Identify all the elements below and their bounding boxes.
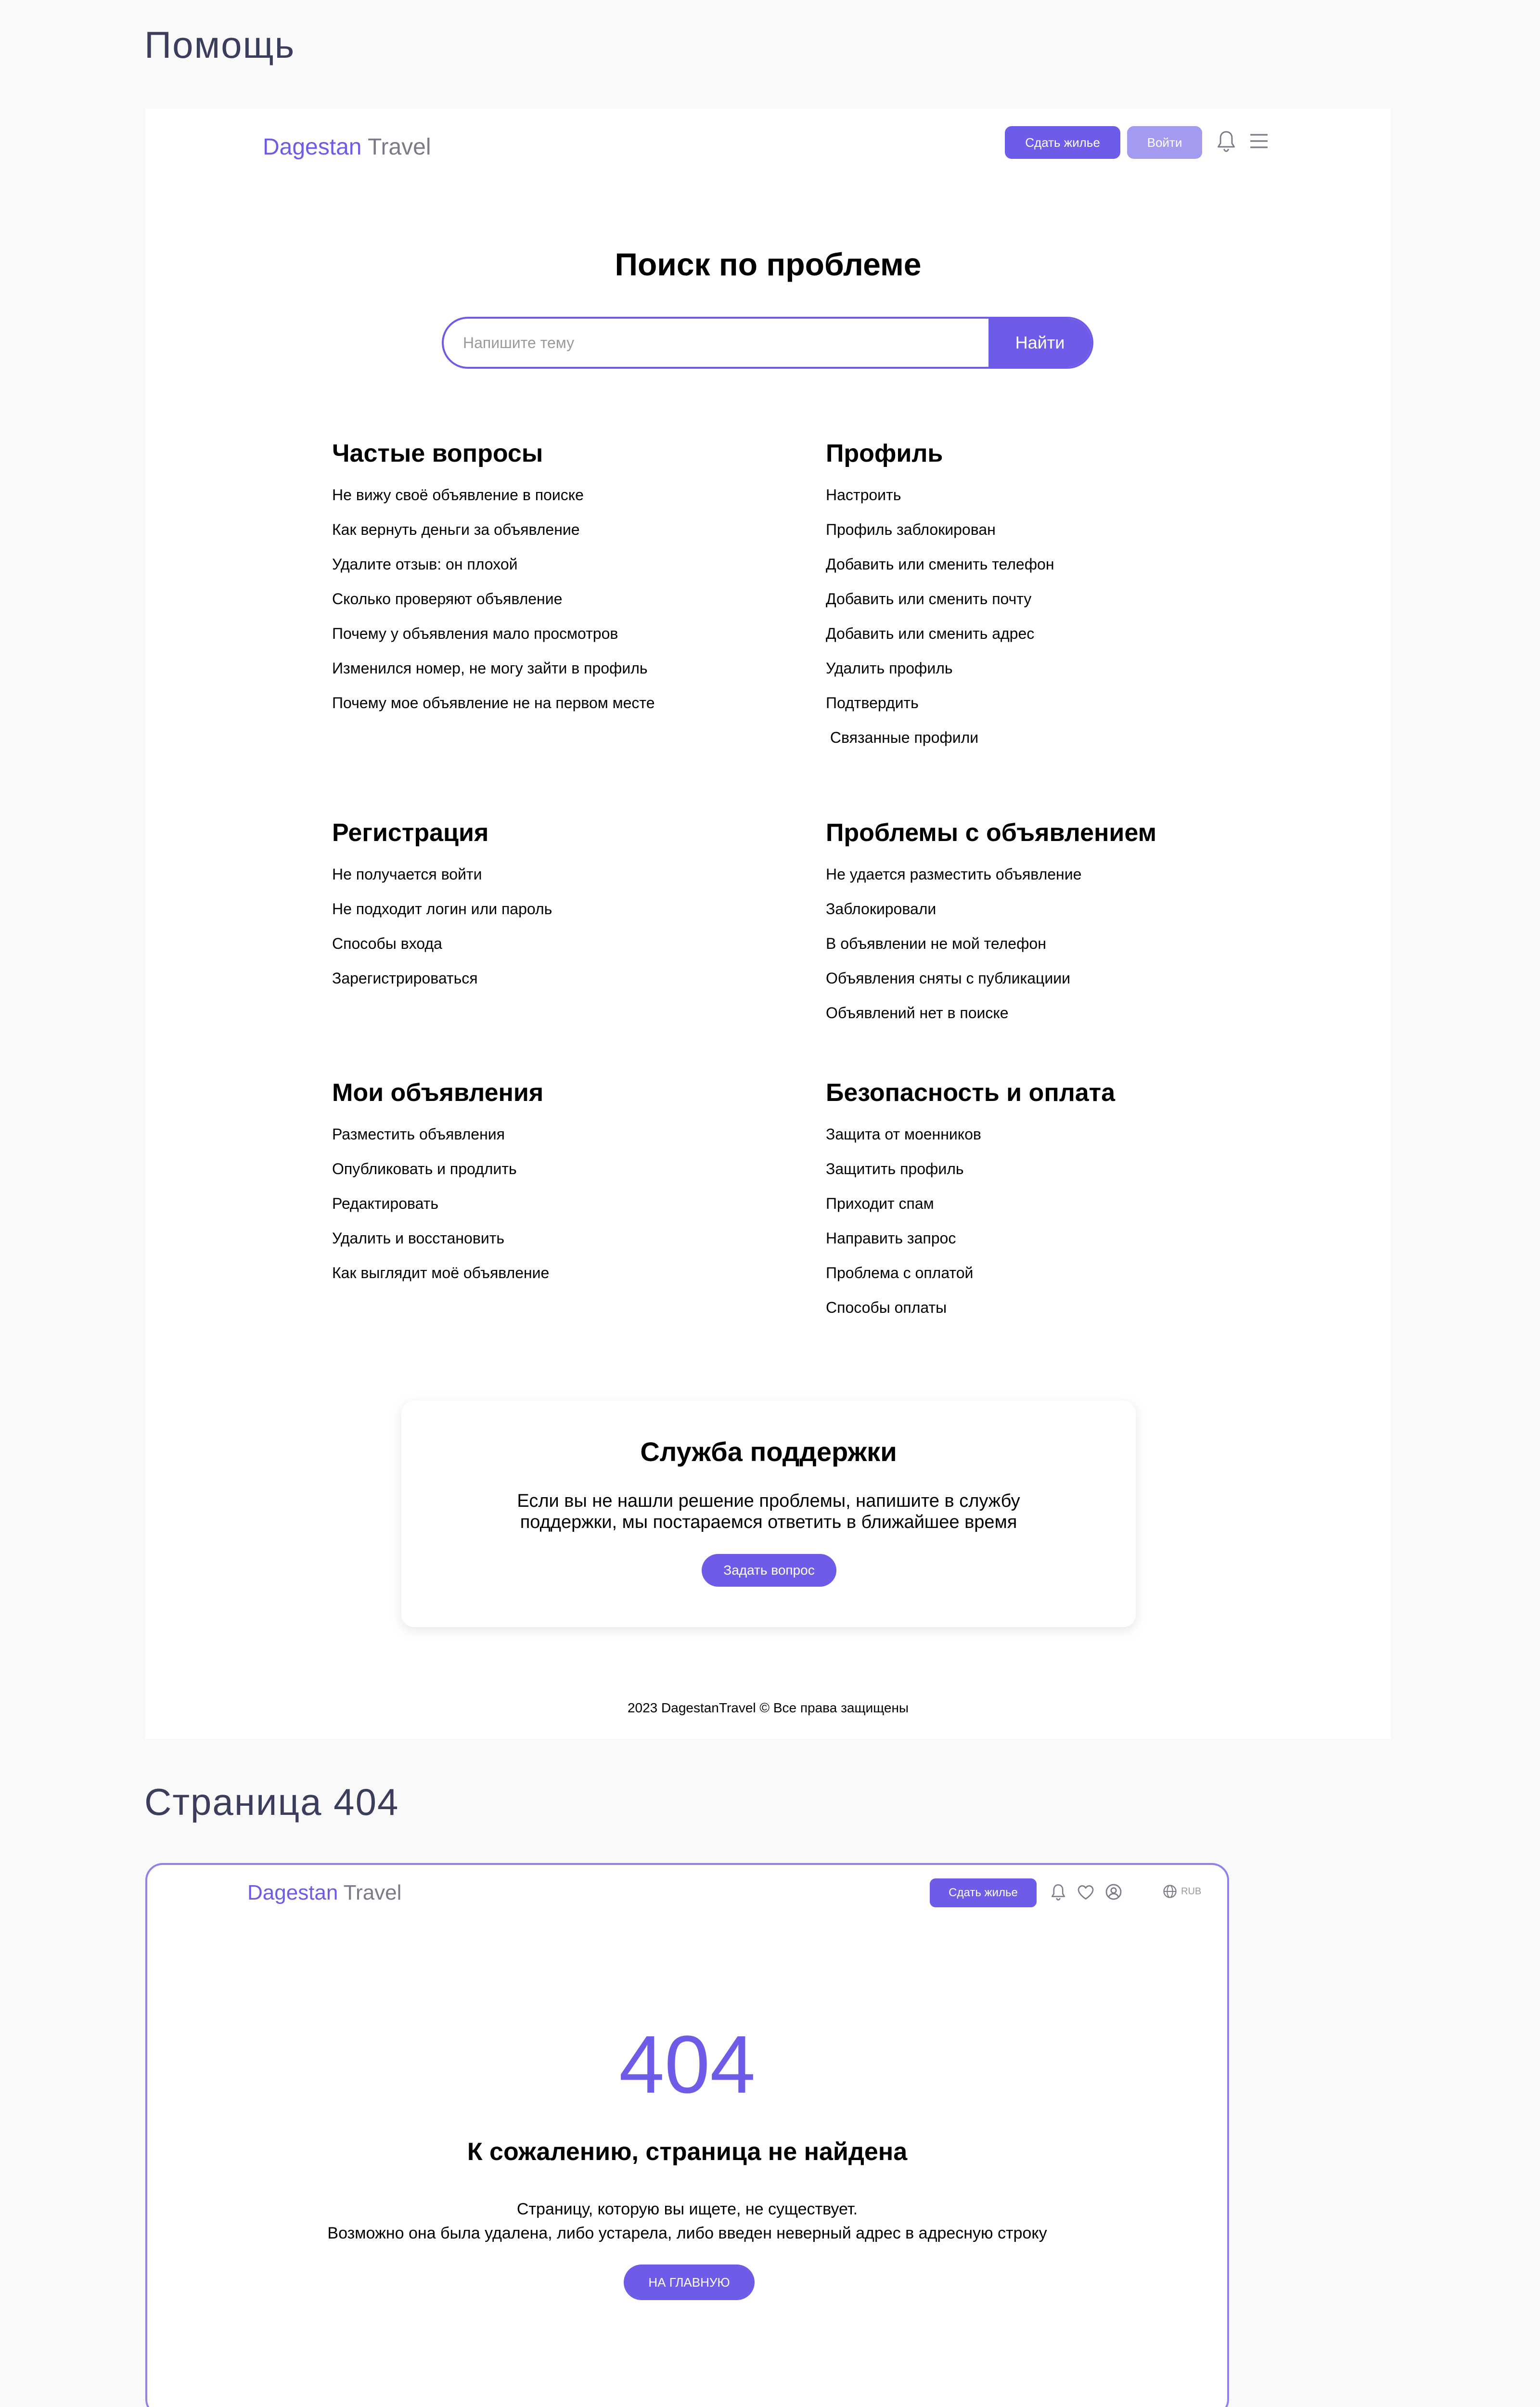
help-link[interactable]: Направить запрос (826, 1229, 956, 1247)
help-link[interactable]: Проблема с оплатой (826, 1264, 974, 1281)
help-link[interactable]: В объявлении не мой телефон (826, 935, 1046, 952)
help-link[interactable]: Удалить профиль (826, 660, 953, 677)
help-link[interactable]: Не вижу своё объявление в поиске (332, 486, 584, 504)
help-link[interactable]: Приходит спам (826, 1195, 934, 1212)
help-link[interactable]: Как вернуть деньги за объявление (332, 521, 580, 538)
notfound-line-1: Страницу, которую вы ищете, не существует. (516, 2200, 858, 2218)
help-link[interactable]: Добавить или сменить почту (826, 590, 1032, 608)
help-link[interactable]: Не подходит логин или пароль (332, 900, 552, 918)
globe-icon (1163, 1884, 1177, 1899)
help-link[interactable]: Почему у объявления мало просмотров (332, 625, 618, 642)
help-link[interactable]: Подтвердить (826, 694, 919, 712)
help-link[interactable]: Изменился номер, не могу зайти в профиль (332, 660, 648, 677)
help-link[interactable]: Удалить и восстановить (332, 1229, 505, 1247)
notfound-title: К сожалению, страница не найдена (467, 2138, 908, 2166)
help-link[interactable]: Связанные профили (826, 729, 979, 746)
category-title: Профиль (826, 440, 943, 467)
help-link[interactable]: Профиль заблокирован (826, 521, 996, 538)
heart-icon[interactable] (1077, 1884, 1094, 1901)
search-input[interactable] (463, 319, 944, 367)
category-profile (826, 441, 1259, 755)
category-faq (332, 441, 765, 720)
help-link[interactable]: Защитить профиль (826, 1160, 964, 1178)
login-button[interactable]: Войти (1127, 126, 1202, 159)
logo[interactable] (247, 1882, 401, 1903)
notfound-description (147, 2197, 1227, 2245)
help-link[interactable]: Настроить (826, 486, 901, 504)
notfound-page-frame (145, 1863, 1229, 2407)
help-link[interactable]: Почему мое объявление не на первом месте (332, 694, 655, 712)
currency-label: RUB (1181, 1886, 1202, 1897)
logo[interactable] (263, 136, 431, 159)
menu-icon[interactable] (1249, 133, 1269, 149)
search-button[interactable]: Найти (988, 319, 1091, 367)
help-link[interactable]: Защита от моенников (826, 1126, 981, 1143)
logo-part-dagestan: Dagestan (247, 1881, 338, 1904)
category-my-listings (332, 1080, 765, 1290)
footer-copyright: 2023 DagestanTravel © Все права защищены (627, 1700, 909, 1715)
help-link[interactable]: Удалите отзыв: он плохой (332, 556, 518, 573)
section-title-404: Страница 404 (144, 1781, 399, 1823)
category-title: Мои объявления (332, 1079, 544, 1107)
home-button[interactable]: НА ГЛАВНУЮ (624, 2265, 755, 2300)
rent-out-button[interactable]: Сдать жилье (1005, 126, 1120, 159)
help-link[interactable]: Добавить или сменить телефон (826, 556, 1054, 573)
category-listing-problems (826, 820, 1259, 1030)
bell-icon[interactable] (1050, 1883, 1066, 1902)
help-heading: Поиск по проблеме (615, 246, 922, 282)
bell-icon[interactable] (1216, 130, 1237, 153)
help-link[interactable]: Как выглядит моё объявление (332, 1264, 550, 1281)
help-link[interactable]: Объявления сняты с публикациии (826, 970, 1070, 987)
category-title: Безопасность и оплата (826, 1079, 1116, 1107)
support-card (401, 1401, 1136, 1627)
category-title: Частые вопросы (332, 440, 543, 467)
help-link[interactable]: Сколько проверяют объявление (332, 590, 563, 608)
ask-question-button[interactable]: Задать вопрос (702, 1554, 836, 1587)
category-security-payment (826, 1080, 1259, 1325)
help-page-frame (145, 109, 1391, 1739)
search-box (442, 317, 1093, 369)
error-code: 404 (619, 2019, 756, 2110)
help-link[interactable]: Объявлений нет в поиске (826, 1004, 1009, 1022)
help-link[interactable]: Зарегистрироваться (332, 970, 478, 987)
section-title-help: Помощь (144, 24, 295, 66)
logo-part-travel: Travel (343, 1881, 402, 1904)
help-link[interactable]: Разместить объявления (332, 1126, 505, 1143)
help-link[interactable]: Опубликовать и продлить (332, 1160, 517, 1178)
support-text: Если вы не нашли решение проблемы, напишите в службу поддержки, мы постараемся ответить в ближайшее время (517, 1491, 1020, 1532)
support-title: Служба поддержки (640, 1436, 897, 1467)
help-link[interactable]: Заблокировали (826, 900, 937, 918)
category-title: Регистрация (332, 819, 489, 847)
help-link[interactable]: Редактировать (332, 1195, 439, 1212)
help-link[interactable]: Не получается войти (332, 866, 482, 883)
logo-part-dagestan: Dagestan (263, 134, 362, 160)
help-link[interactable]: Способы входа (332, 935, 442, 952)
help-link[interactable]: Добавить или сменить адрес (826, 625, 1035, 642)
notfound-line-2: Возможно она была удалена, либо устарела, либо введен неверный адрес в адресную строку (327, 2224, 1047, 2242)
category-registration (332, 820, 765, 996)
category-title: Проблемы с объявлением (826, 819, 1157, 847)
help-link[interactable]: Способы оплаты (826, 1299, 947, 1316)
rent-out-button[interactable]: Сдать жилье (930, 1878, 1037, 1907)
help-link[interactable]: Не удается разместить объявление (826, 866, 1082, 883)
logo-part-travel: Travel (367, 134, 431, 160)
user-icon[interactable] (1105, 1883, 1122, 1901)
currency-switch[interactable] (1163, 1884, 1201, 1899)
